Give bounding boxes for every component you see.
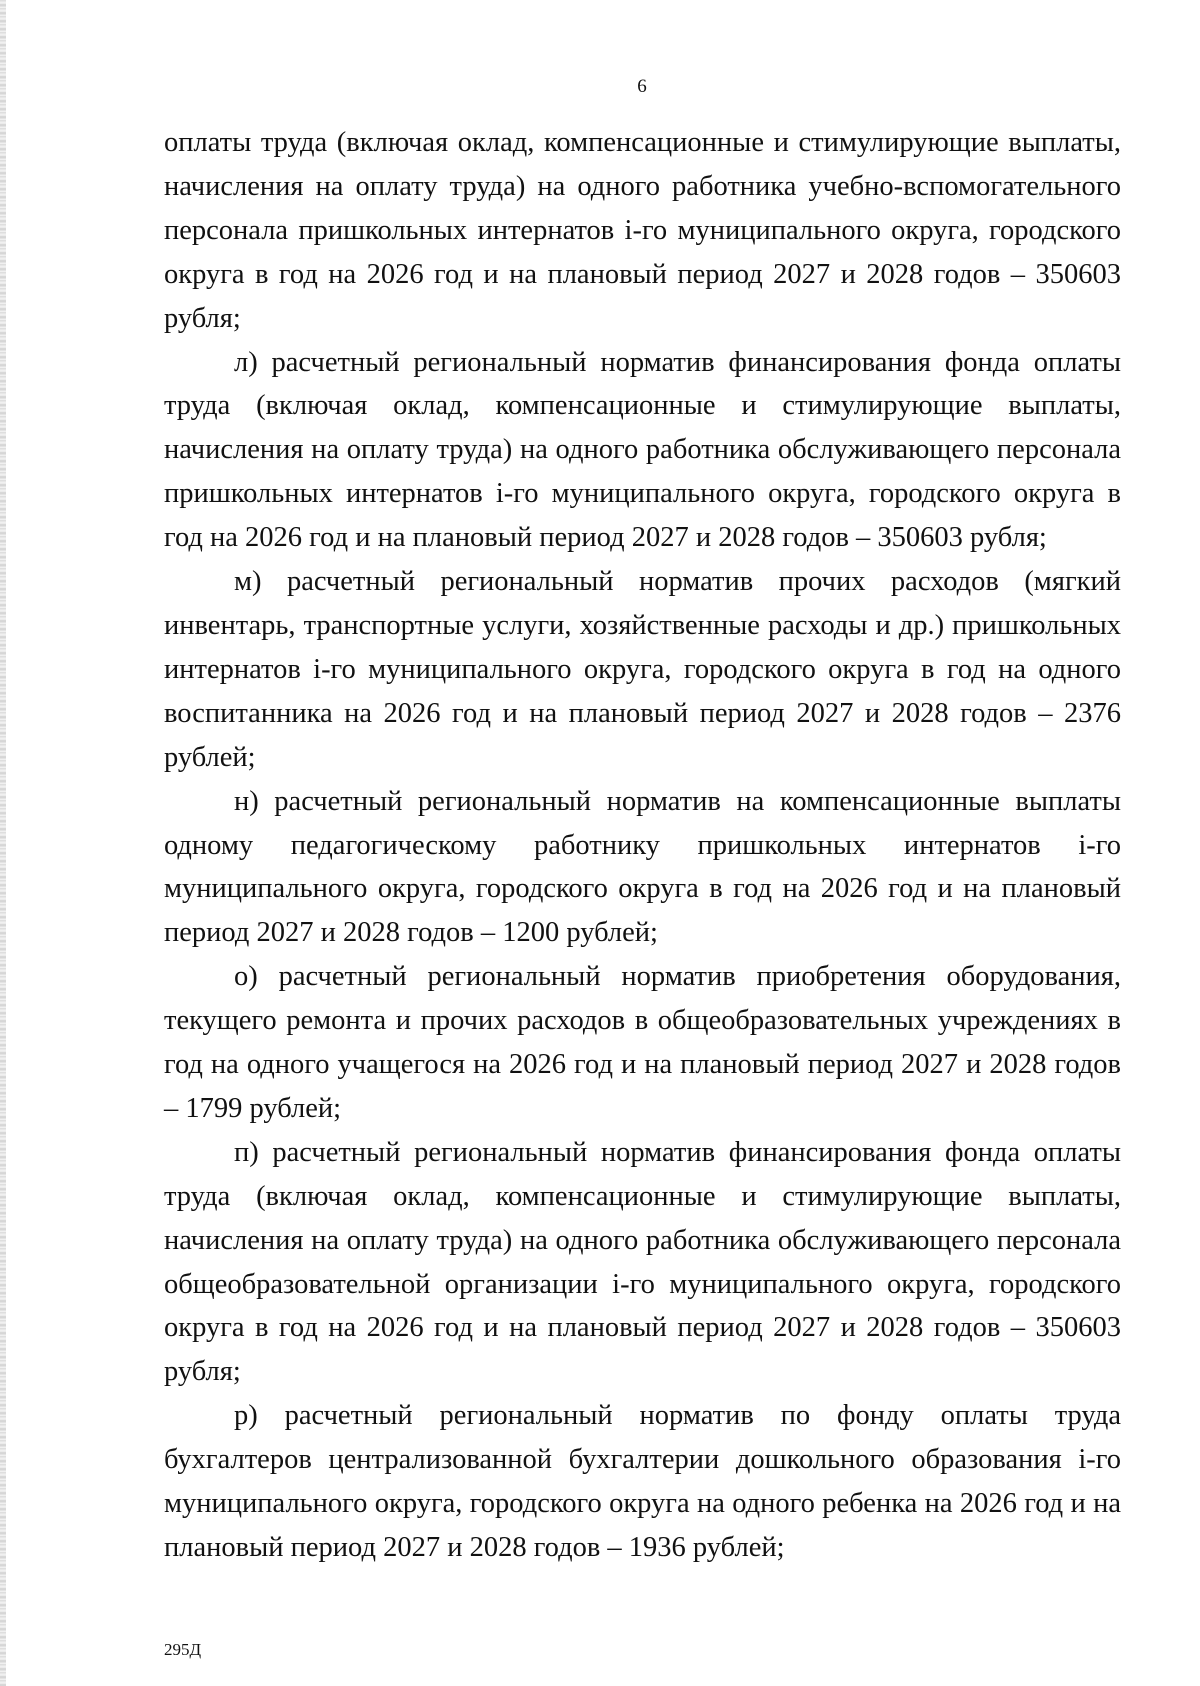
document-code: 295Д [164, 1640, 202, 1659]
page-number: 6 [637, 76, 647, 97]
paragraph-continuation: оплаты труда (включая оклад, компенсационные и стимулирующие выплаты, начисления на оплату труда) на одного работника учебно-вспомогательного персонала пришкольных интернатов i-го муниципального округа, городского округа в год на 2026 год и на плановый период 2027 и 2028 годов – 350603 рубля; [164, 127, 1121, 334]
paragraph-item-l: л) расчетный региональный норматив финансирования фонда оплаты труда (включая оклад, компенсационные и стимулирующие выплаты, начисления на оплату труда) на одного работника обслуживающего персонала пришкольных интернатов i-го муниципального округа, городского округа в год на 2026 год и на плановый период 2027 и 2028 годов – 350603 рубля; [164, 346, 1121, 554]
paragraph-item-r: р) расчетный региональный норматив по фонду оплаты труда бухгалтеров централизованной бухгалтерии дошкольного образования i-го муниципального округа, городского округа на одного ребенка на 2026 год и на плановый период 2027 и 2028 годов – 1936 рублей; [164, 1400, 1121, 1563]
document-body [164, 121, 1121, 1570]
paragraph-item-n: н) расчетный региональный норматив на компенсационные выплаты одному педагогическому работнику пришкольных интернатов i-го муниципального округа, городского округа в год на 2026 год и на плановый период 2027 и 2028 годов – 1200 рублей; [164, 785, 1121, 949]
paragraph-item-p: п) расчетный региональный норматив финансирования фонда оплаты труда (включая оклад, компенсационные и стимулирующие выплаты, начисления на оплату труда) на одного работника обслуживающего персонала общеобразовательной организации i-го муниципального округа, городского округа в год на 2026 год и на плановый период 2027 и 2028 годов – 350603 рубля; [164, 1136, 1121, 1388]
scan-edge-decoration [0, 0, 6, 1686]
paragraph-item-o: о) расчетный региональный норматив приобретения оборудования, текущего ремонта и прочих расходов в общеобразовательных учреждениях в год на одного учащегося на 2026 год и на плановый период 2027 и 2028 годов – 1799 рублей; [164, 961, 1121, 1124]
paragraph-item-m: м) расчетный региональный норматив прочих расходов (мягкий инвентарь, транспортные услуги, хозяйственные расходы и др.) пришкольных интернатов i-го муниципального округа, городского округа в год на одного воспитанника на 2026 год и на плановый период 2027 и 2028 годов – 2376 рублей; [164, 566, 1121, 773]
